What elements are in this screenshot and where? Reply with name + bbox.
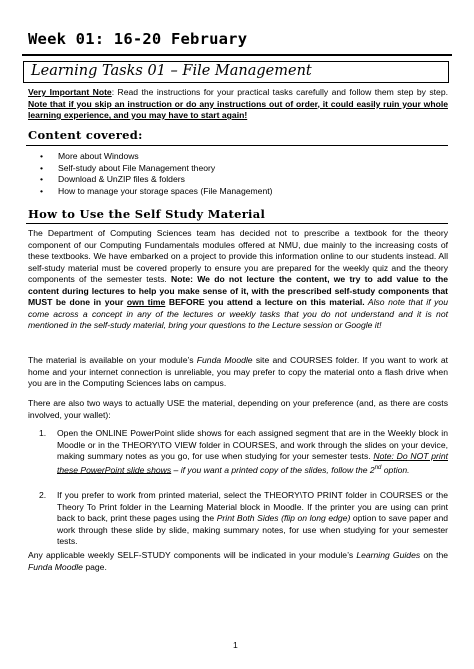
list-item: • More about Windows [40,151,139,161]
page-number: 1 [233,640,238,650]
list-item: • Download & UnZIP files & folders [40,174,185,185]
step-1-text: Open the ONLINE PowerPoint slide shows for each assigned segment that are in the Weekly block in Moodle or in the THEORY\TO VIEW folder in COURSES, and work through the slides on your device, making summary notes as you go, for use when studying for your semester tests. Note: Do NOT print these PowerPoint slide shows – if you want a printed copy of the slides, follow the 2nd option. [57,428,448,475]
task-title: Learning Tasks 01 – File Management [31,63,312,79]
self-study-paragraph-1: The Department of Computing Sciences team has decided not to prescribe a textbook for the theory component of our Computing Fundamentals modules offered at NMU, due mainly to the increasing costs of these textbooks. We have embarked on a project to provide this information online to our students instead. All self-study material must be covered properly to ensure you are prepared for the weekly quiz and the theory components of the semester tests. Note: We do not lecture the content, we try to add value to the content during lectures to help you make sense of it, with the prescribed self-study components that MUST be done in your own time BEFORE you attend a lecture on this material. Also note that if you come across a concept in any of the lectures or weekly tasks that you do not understand and it is not mentioned in the self-study material, bring your questions to the Lecture session or Google it! [28,228,448,330]
important-note [28,87,448,122]
self-study-paragraph-4: Any applicable weekly SELF-STUDY components will be indicated in your module’s Learning Guides on the Funda Moodle page. [28,550,449,572]
week-heading: Week 01: 16-20 February [28,30,248,48]
self-study-rule [26,223,448,224]
content-covered-rule [26,145,448,146]
important-note-warning: Note that if you skip an instruction or do any instructions out of order, it could easily ruin your whole learning experience, and you may have to start again! [28,98,448,120]
self-study-heading: How to Use the Self Study Material [28,207,266,221]
week-divider [22,54,452,56]
important-note-text: : Read the instructions for your practical tasks carefully and follow them step by step. [111,87,448,97]
list-item: • How to manage your storage spaces (File Management) [40,185,273,196]
important-note-label: Very Important Note [28,87,112,97]
step-1-number: 1. [39,428,47,438]
self-study-paragraph-3: There are also two ways to actually USE the material, depending on your preference (and, as there are costs involved, your wallet): [28,398,448,420]
step-2-text: If you prefer to work from printed material, select the THEORY\TO PRINT folder in COURSES or the Theory To Print folder in the Learning Material block in Moodle. If the printer you are using can print back to back, print these pages using the Print Both Sides (flip on long edge) option to save paper and work through these slide by slide, making summary notes, for use when studying for your semester tests. [57,490,448,546]
task-title-box [23,61,449,83]
self-study-paragraph-2: The material is available on your module’s Funda Moodle site and COURSES folder. If you want to work at home and your internet connection is unreliable, you may prefer to copy the material onto a flash drive when you are in the Computing Sciences labs on campus. [28,355,448,388]
step-2-number: 2. [39,490,47,500]
content-covered-list [40,151,440,197]
content-covered-heading: Content covered: [28,128,143,142]
list-item: • Self-study about File Management theory [40,162,216,173]
